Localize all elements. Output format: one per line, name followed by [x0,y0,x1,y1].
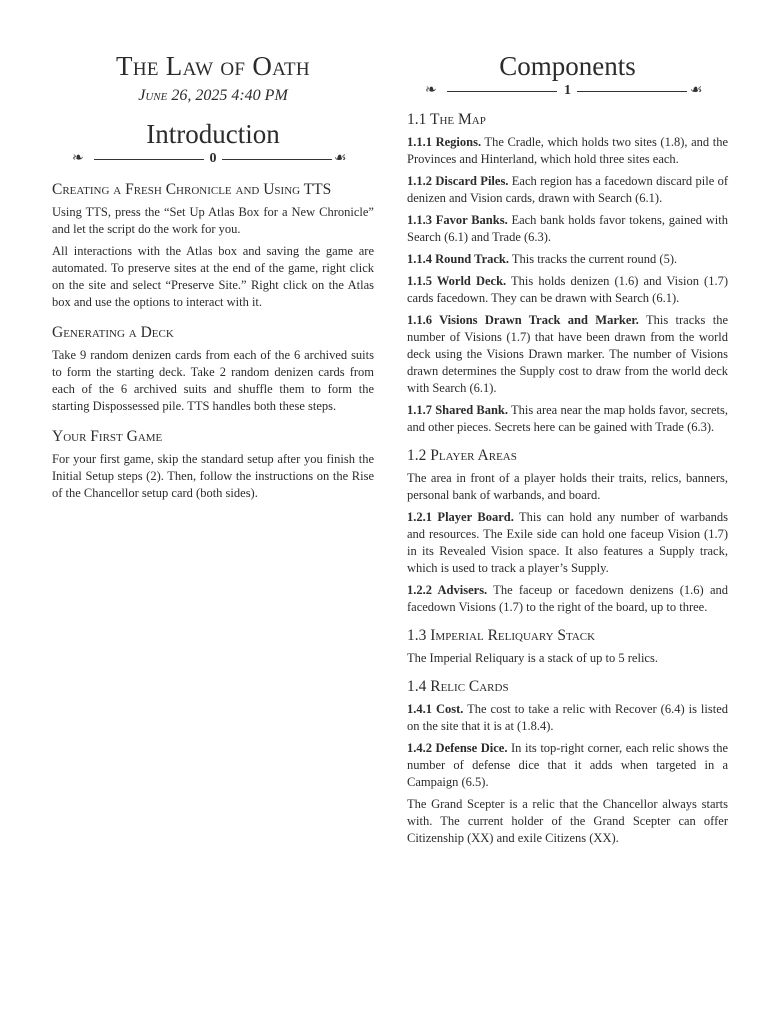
subsection-heading: 1.1 The Map [407,111,486,128]
rule-item [407,740,728,791]
rule-label: 1.4.1 Cost. [407,702,464,716]
rule-item [407,509,728,577]
paragraph: All interactions with the Atlas box and saving the game are automated. To preserve sites at the end of the game, right click on the site and select “Preserve Site.” Right click on the Atlas box and use the options to interact with it. [52,244,374,309]
rule-text: The cost to take a relic with Recover (6.4) is listed on the site that it is at (1.8.4). [407,702,728,733]
rule-label: 1.1.2 Discard Piles. [407,174,509,188]
rule-text: The faceup or facedown denizens (1.6) and facedown Visions (1.7) to the right of the board, up to three. [407,583,728,614]
rule-label: 1.1.1 Regions. [407,135,482,149]
rule-text: The Grand Scepter is a relic that the Chancellor always starts with. The current holder of the Grand Scepter can offer Citizenship (XX) and exile Citizens (XX). [407,797,728,845]
rule-label: 1.2.1 Player Board. [407,510,514,524]
rule-label: 1.1.5 World Deck. [407,274,507,288]
document-title: The Law of Oath [116,51,310,81]
rule-label: 1.1.7 Shared Bank. [407,403,509,417]
rule-label: 1.1.6 Visions Drawn Track and Marker. [407,313,639,327]
rule-text: Each bank holds favor tokens, gained with Search (6.1) and Trade (6.3). [407,213,728,244]
rule-item [407,173,728,207]
rule-text: The Imperial Reliquary is a stack of up to 5 relics. [407,651,658,665]
subsection-heading: Creating a Fresh Chronicle and Using TTS [52,181,332,198]
rule-item [407,312,728,397]
rule-item [407,402,728,436]
rule-label: 1.2.2 Advisers. [407,583,488,597]
paragraph: For your first game, skip the standard setup after you finish the Initial Setup steps (2). Then, follow the instructions on the Rise of the Chancellor setup card (both sides). [52,452,374,500]
flourish-right-icon: ☙ [334,151,347,166]
rule-text: The area in front of a player holds their traits, relics, banners, personal bank of warbands, and board. [407,471,728,502]
rule-item [407,273,728,307]
rule-label: 1.1.4 Round Track. [407,252,509,266]
left-column [52,0,374,507]
section-number: 0 [207,151,220,167]
section-divider-ornament [407,84,728,100]
rule-item [407,134,728,168]
rule-text: In its top-right corner, each relic shows the number of defense dice that it adds when targeted in a Campaign (6.5). [407,741,728,789]
rule-item [407,251,728,268]
rule-item [407,701,728,735]
subsection-heading: 1.2 Player Areas [407,447,517,464]
section-title-components: Components [499,51,636,81]
rule-text: This holds denizen (1.6) and Vision (1.7) cards facedown. They can be drawn with Search (6.1). [407,274,728,305]
rule-text: Each region has a facedown discard pile of denizen and Vision cards, drawn with Search (6.1). [407,174,728,205]
flourish-left-icon: ❧ [425,83,437,98]
flourish-left-icon: ❧ [72,151,84,166]
rule-text: This tracks the current round (5). [509,252,678,266]
rule-label: 1.4.2 Defense Dice. [407,741,508,755]
section-title-introduction: Introduction [146,119,280,149]
rule-label: 1.1.3 Favor Banks. [407,213,508,227]
subsection-heading: 1.4 Relic Cards [407,678,509,695]
paragraph [407,796,728,847]
right-column [407,0,728,852]
rule-text: This can hold any number of warbands and resources. The Exile side can hold one faceup Vision (1.7) in its Revealed Vision space. It also features a Supply track, which is used to track a player’s Supply. [407,510,728,575]
rule-text: This tracks the number of Visions (1.7) that have been drawn from the world deck using the Visions Drawn marker. The number of Visions drawn determines the Supply cost to draw from the world deck with Search (6.1). [407,313,728,395]
paragraph [407,650,728,667]
subsection-heading: 1.3 Imperial Reliquary Stack [407,627,596,644]
rule-text: The Cradle, which holds two sites (1.8), and the Provinces and Hinterland, which hold three sites each. [407,135,728,166]
rule-item [407,212,728,246]
paragraph: Using TTS, press the “Set Up Atlas Box for a New Chronicle” and let the script do the work for you. [52,205,374,236]
subsection-heading: Generating a Deck [52,324,174,341]
rule-text: This area near the map holds favor, secrets, and other pieces. Secrets here can be gained with Trade (6.3). [407,403,729,434]
section-number: 1 [561,83,574,99]
document-date: June 26, 2025 4:40 PM [138,87,288,104]
paragraph: Take 9 random denizen cards from each of the 6 archived suits to form the starting deck. Take 2 random denizen cards from each of the 6 archived suits and shuffle them to form the starting Dispossessed pile. TTS handles both these steps. [52,348,374,413]
paragraph [407,470,728,504]
section-divider-ornament [52,152,374,168]
flourish-right-icon: ☙ [690,83,703,98]
rule-item [407,582,728,616]
subsection-heading: Your First Game [52,428,163,445]
